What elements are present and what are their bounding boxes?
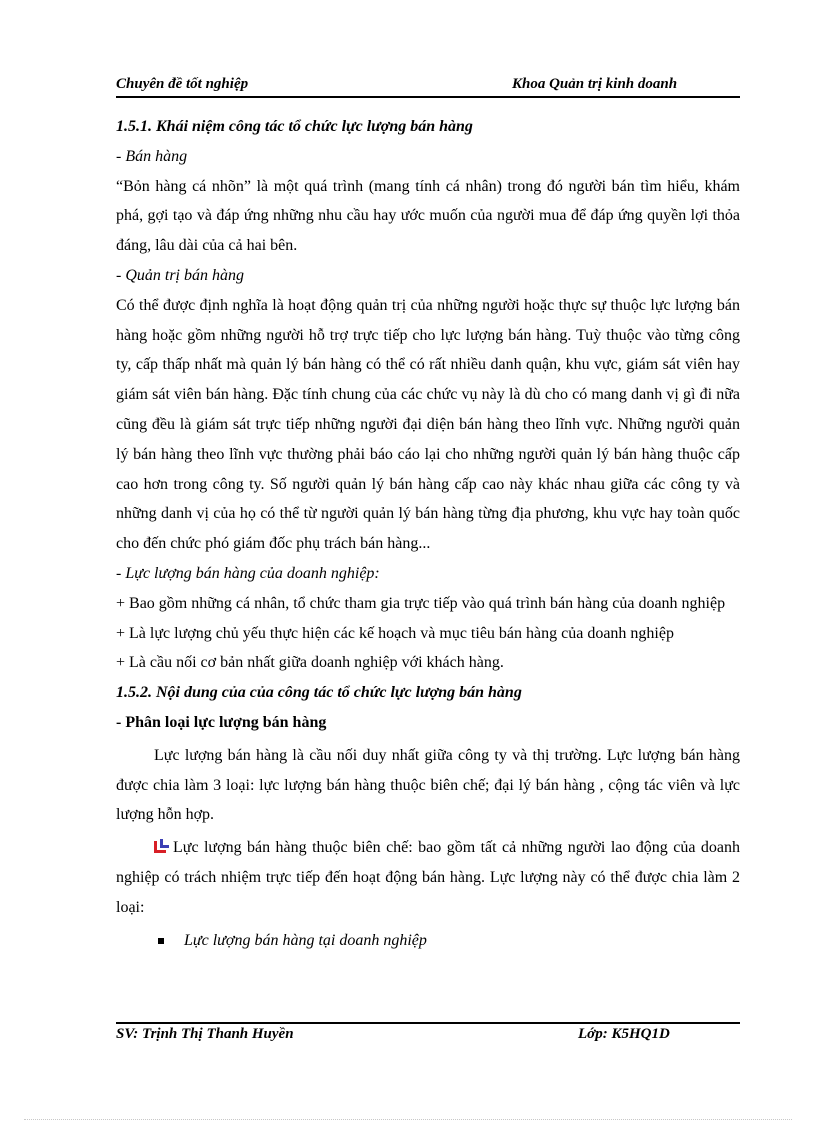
bien-che-paragraph (116, 833, 740, 922)
page-bottom-border (24, 1119, 792, 1120)
list-item-3: + Là cầu nối cơ bản nhất giữa doanh nghiệp với khách hàng. (116, 654, 504, 672)
footer-class: Lớp: K5HQ1D (578, 1026, 670, 1042)
page-footer (116, 1026, 740, 1046)
section-heading-1-5-2: 1.5.2. Nội dung của của công tác tổ chức lực lượng bán hàng (116, 684, 522, 702)
document-body (116, 112, 740, 955)
down-right-arrow-icon (154, 839, 169, 853)
footer-student-name: SV: Trịnh Thị Thanh Huyền (116, 1026, 294, 1042)
ban-hang-paragraph: “Bỏn hàng cá nhõn” là một quá trình (mang tính cá nhân) trong đó người bán tìm hiểu, khám phá, gợi tạo và đáp ứng những nhu cầu hay ước muốn của người mua để đáp ứng quyền lợi thỏa đáng, lâu dài của cả hai bên. (116, 177, 740, 255)
section-heading-1-5-1: 1.5.1. Khái niệm công tác tổ chức lực lượng bán hàng (116, 118, 473, 135)
list-item-2: + Là lực lượng chủ yếu thực hiện các kế hoạch và mục tiêu bán hàng của doanh nghiệp (116, 624, 674, 642)
list-item-1: + Bao gồm những cá nhân, tổ chức tham gia trực tiếp vào quá trình bán hàng của doanh nghiệp (116, 594, 726, 612)
header-title-left: Chuyên đề tốt nghiệp (116, 76, 249, 92)
phan-loai-heading: - Phân loại lực lượng bán hàng (116, 713, 327, 731)
footer-divider (116, 1022, 740, 1024)
luc-luong-ban-hang-label: - Lực lượng bán hàng của doanh nghiệp: (116, 564, 380, 582)
header-title-right: Khoa Quản trị kinh doanh (512, 76, 678, 92)
bien-che-text: Lực lượng bán hàng thuộc biên chế: bao gồm tất cả những người lao động của doanh nghiệp có trách nhiệm trực tiếp đến hoạt động bán hàng. Lực lượng này có thể được chia làm 2 loại: (116, 839, 740, 916)
bullet-item-1 (116, 926, 740, 956)
quan-tri-ban-hang-label: - Quản trị bán hàng (116, 266, 244, 284)
phan-loai-paragraph: Lực lượng bán hàng là cầu nối duy nhất giữa công ty và thị trường. Lực lượng bán hàng được chia làm 3 loại: lực lượng bán hàng thuộc biên chế; đại lý bán hàng , cộng tác viên và lực lượng hỗn hợp. (116, 746, 740, 824)
ban-hang-label: - Bán hàng (116, 147, 188, 165)
square-bullet-icon (158, 938, 164, 944)
header-divider (116, 96, 740, 98)
quan-tri-ban-hang-paragraph: Có thể được định nghĩa là hoạt động quản trị của những người hoặc thực sự thuộc lực lượng bán hàng hoặc gồm những người hỗ trợ trực tiếp cho lực lượng bán hàng. Tuỳ thuộc vào từng công ty, cấp thấp nhất mà quản lý bán hàng có thể có rất nhiều danh quận, khu vực, giám sát viên hay giám sát viên bán hàng. Đặc tính chung của các chức vụ này là dù cho có mang danh vị gì đi nữa cũng đều là giám sát trực tiếp những người đại diện bán hàng theo lĩnh vực. Những người quản lý bán hàng theo lĩnh vực thường phải báo cáo lại cho những người quản lý bán hàng thuộc cấp cao hơn trong công ty. Số người quản lý bán hàng cấp cao này khác nhau giữa các công ty và những danh vị của họ có thể từ người quản lý bán hàng từng địa phương, khu vực hay toàn quốc cho đến chức phó giám đốc phụ trách bán hàng... (116, 296, 740, 553)
page-header (116, 76, 740, 96)
bullet-item-1-text: Lực lượng bán hàng tại doanh nghiệp (184, 931, 427, 949)
